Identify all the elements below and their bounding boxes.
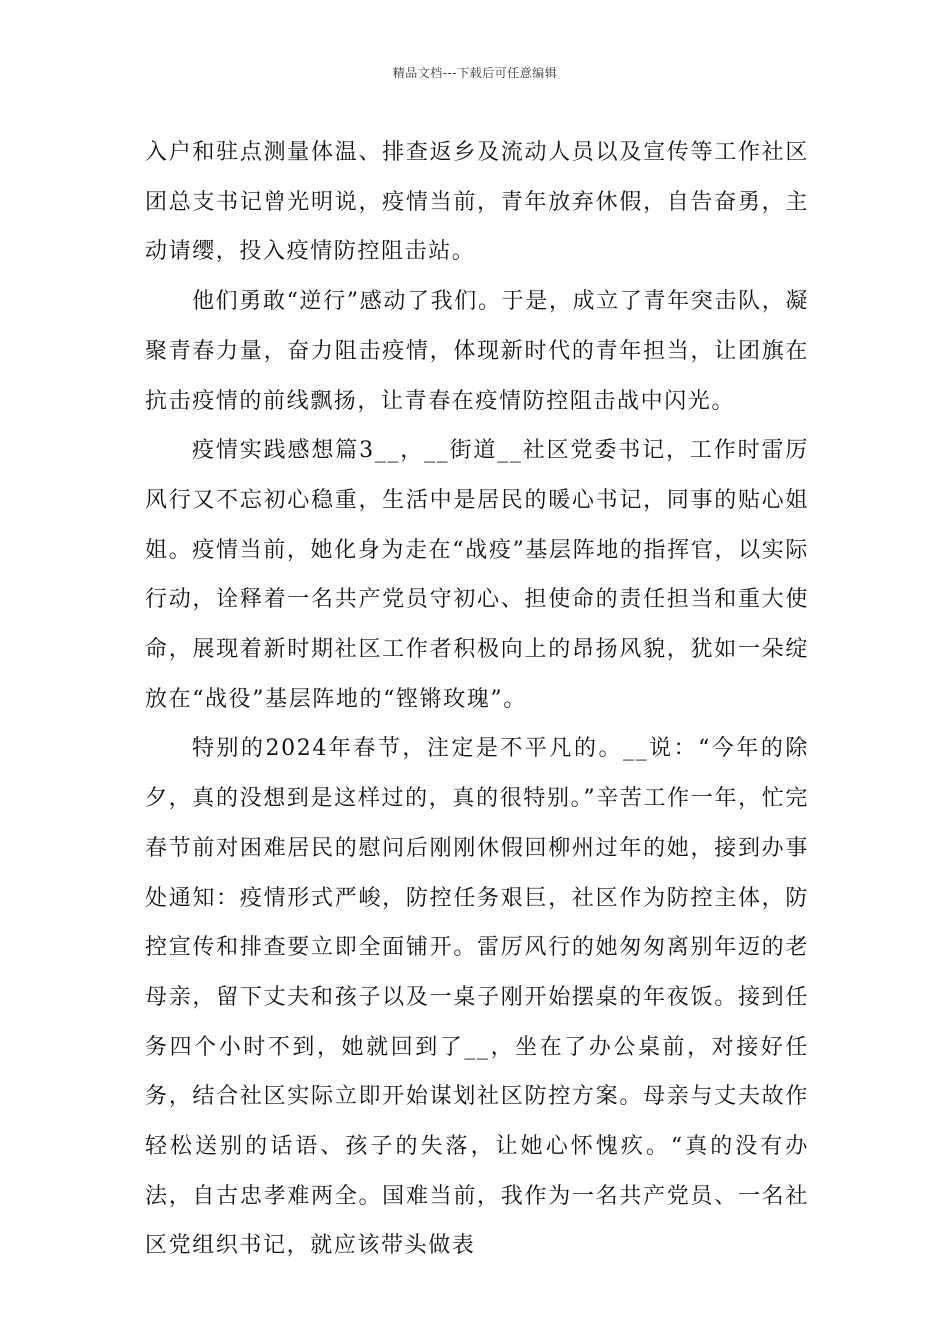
document-body <box>145 128 809 1271</box>
page-header: 精品文档---下载后可任意编辑 <box>392 66 558 80</box>
paragraph-2: 他们勇敢“逆行”感动了我们。于是，成立了青年突击队，凝聚青春力量，奋力阻击疫情，体现新时代的青年担当，让团旗在抗击疫情的前线飘扬，让青春在疫情防控阻击战中闪光。 <box>145 289 809 414</box>
paragraph-3: 疫情实践感想篇3__，__街道__社区党委书记，工作时雷厉风行又不忘初心稳重，生活中是居民的暖心书记，同事的贴心姐姐。疫情当前，她化身为走在“战疫”基层阵地的指挥官，以实际行动，诠释着一名共产党员守初心、担使命的责任担当和重大使命，展现着新时期社区工作者积极向上的昂扬风貌，犹如一朵绽放在“战役”基层阵地的“铿锵玫瑰”。 <box>145 438 809 712</box>
paragraph-1: 入户和驻点测量体温、排查返乡及流动人员以及宣传等工作社区团总支书记曾光明说，疫情当前，青年放弃休假，自告奋勇，主动请缨，投入疫情防控阻击站。 <box>145 140 809 265</box>
paragraph-4: 特别的2024年春节，注定是不平凡的。__说：“今年的除夕，真的没想到是这样过的，真的很特别。”辛苦工作一年，忙完春节前对困难居民的慰问后刚刚休假回柳州过年的她，接到办事处通知：疫情形式严峻，防控任务艰巨，社区作为防控主体，防控宣传和排查要立即全面铺开。雷厉风行的她匆匆离别年迈的老母亲，留下丈夫和孩子以及一桌子刚开始摆桌的年夜饭。接到任务四个小时不到，她就回到了__，坐在了办公桌前，对接好任务，结合社区实际立即开始谋划社区防控方案。母亲与丈夫故作轻松送别的话语、孩子的失落，让她心怀愧疚。“真的没有办法，自古忠孝难两全。国难当前，我作为一名共产党员、一名社区党组织书记，就应该带头做表 <box>145 736 809 1259</box>
